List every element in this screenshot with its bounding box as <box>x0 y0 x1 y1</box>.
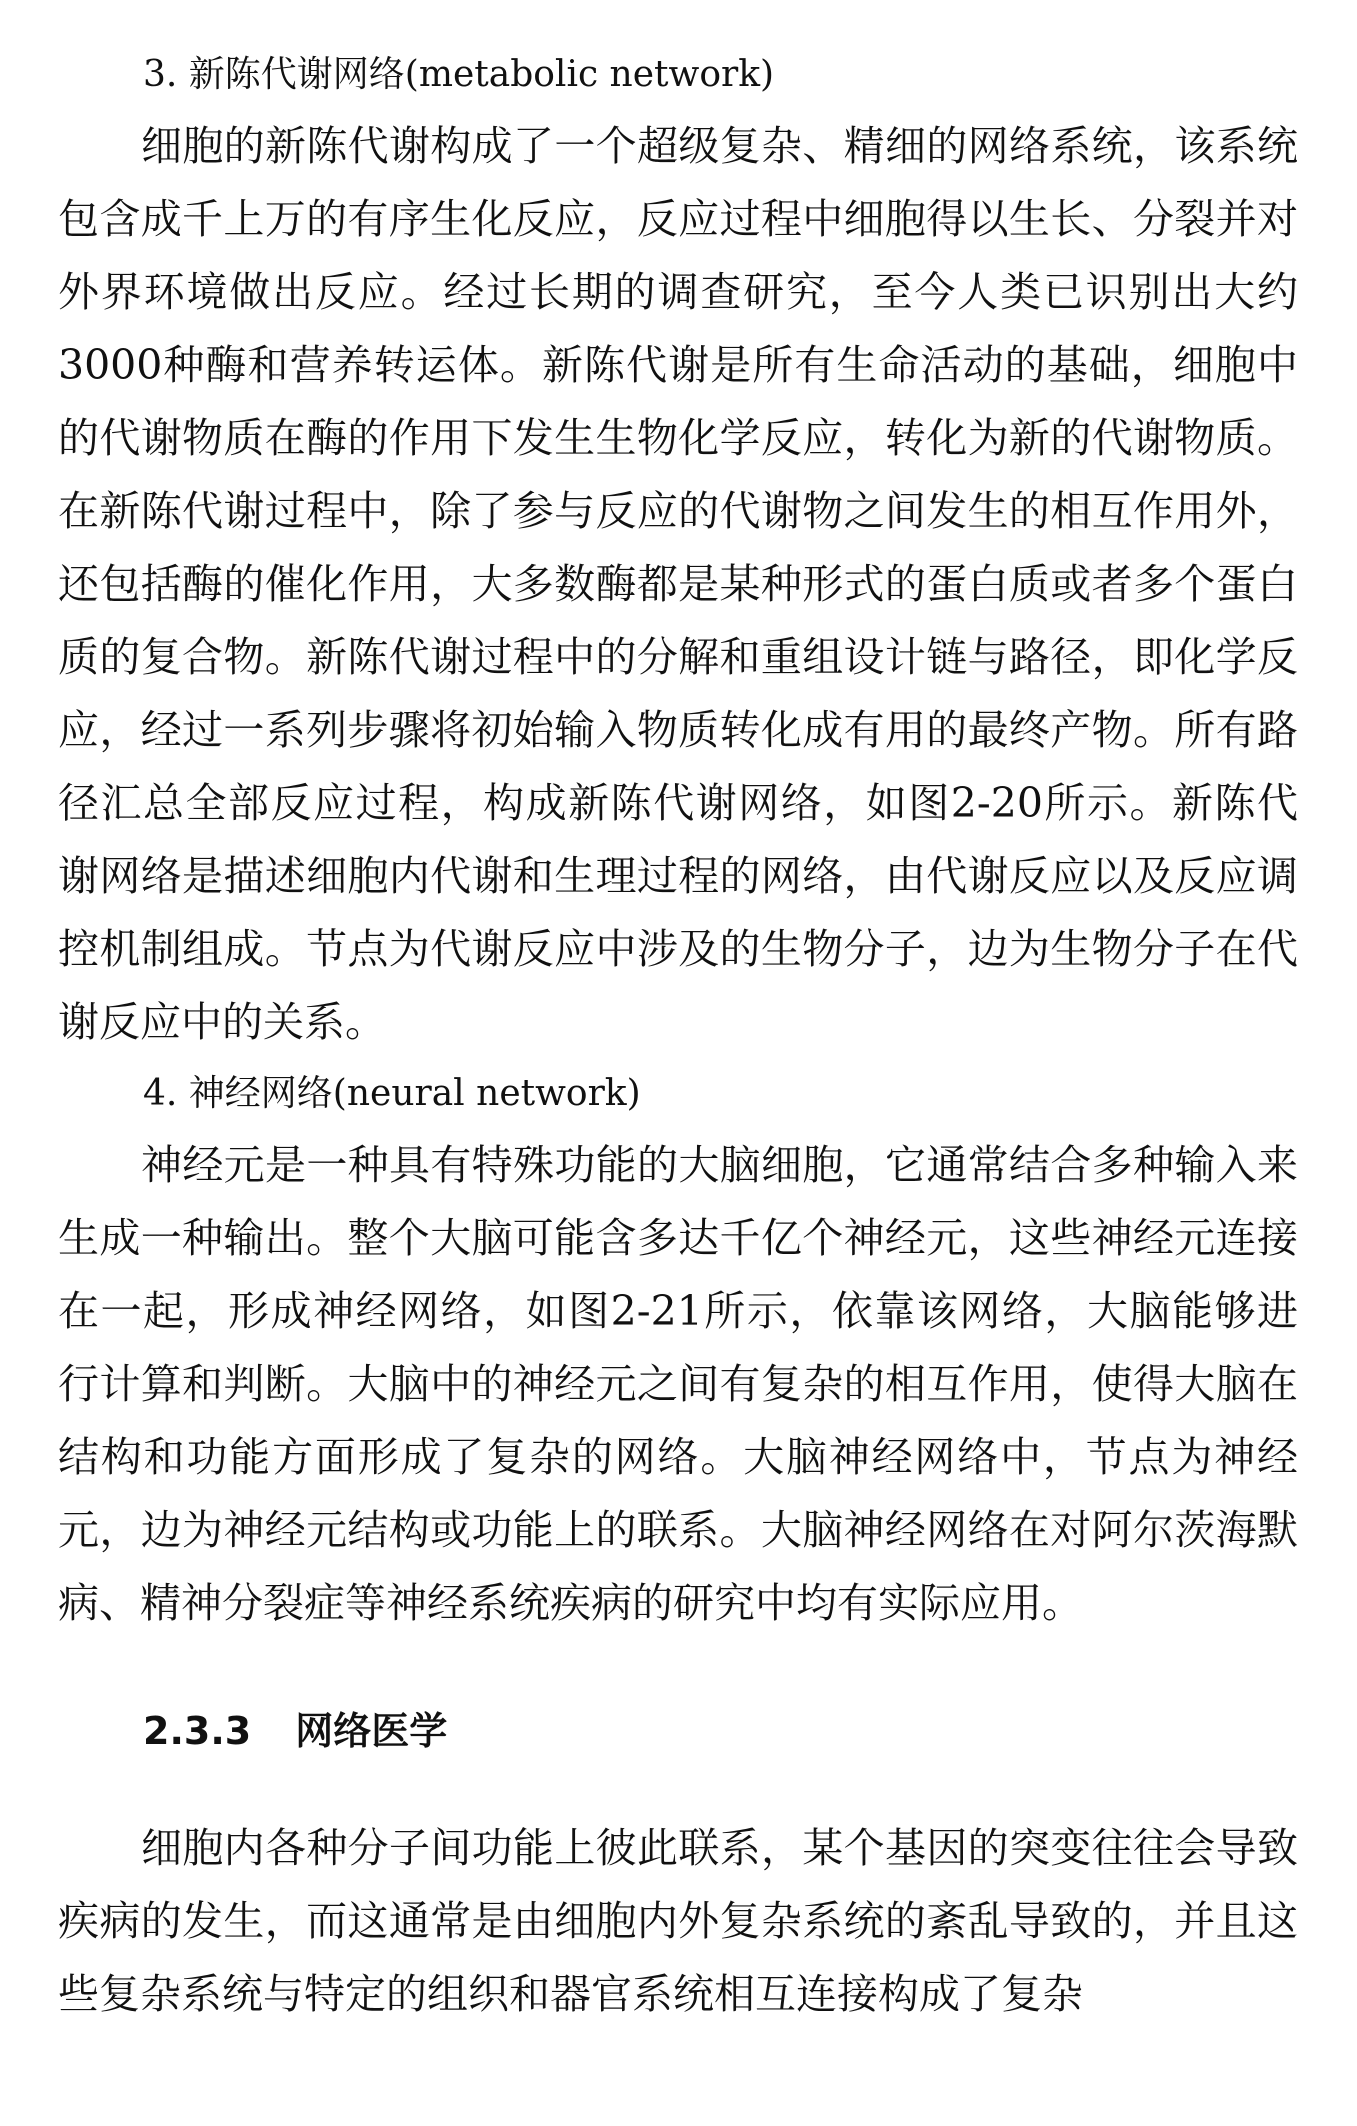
section-title: 网络医学 <box>295 1709 448 1753</box>
network-medicine-paragraph: 细胞内各种分子间功能上彼此联系，某个基因的突变往往会导致疾病的发生，而这通常是由细胞内外复杂系统的紊乱导致的，并且这些复杂系统与特定的组织和器官系统相互连接构成了复杂 <box>58 1824 1298 2018</box>
section-heading-network-medicine <box>58 1696 1298 1766</box>
neural-network-heading: 4. 神经网络(neural network) <box>143 1073 641 1114</box>
section-number: 2.3.3 <box>143 1709 252 1753</box>
page-content <box>58 40 1298 2031</box>
metabolic-network-heading: 3. 新陈代谢网络(metabolic network) <box>143 54 775 95</box>
metabolic-network-paragraph: 细胞的新陈代谢构成了一个超级复杂、精细的网络系统，该系统包含成千上万的有序生化反应，反应过程中细胞得以生长、分裂并对外界环境做出反应。经过长期的调查研究，至今人类已识别出大约3000种酶和营养转运体。新陈代谢是所有生命活动的基础，细胞中的代谢物质在酶的作用下发生生物化学反应，转化为新的代谢物质。在新陈代谢过程中，除了参与反应的代谢物之间发生的相互作用外，还包括酶的催化作用，大多数酶都是某种形式的蛋白质或者多个蛋白质的复合物。新陈代谢过程中的分解和重组设计链与路径，即化学反应，经过一系列步骤将初始输入物质转化成有用的最终产物。所有路径汇总全部反应过程，构成新陈代谢网络，如图2-20所示。新陈代谢网络是描述细胞内代谢和生理过程的网络，由代谢反应以及反应调控机制组成。节点为代谢反应中涉及的生物分子，边为生物分子在代谢反应中的关系。 <box>58 122 1298 1046</box>
neural-network-paragraph: 神经元是一种具有特殊功能的大脑细胞，它通常结合多种输入来生成一种输出。整个大脑可能含多达千亿个神经元，这些神经元连接在一起，形成神经网络，如图2-21所示，依靠该网络，大脑能够进行计算和判断。大脑中的神经元之间有复杂的相互作用，使得大脑在结构和功能方面形成了复杂的网络。大脑神经网络中，节点为神经元，边为神经元结构或功能上的联系。大脑神经网络在对阿尔茨海默病、精神分裂症等神经系统疾病的研究中均有实际应用。 <box>58 1141 1298 1627</box>
